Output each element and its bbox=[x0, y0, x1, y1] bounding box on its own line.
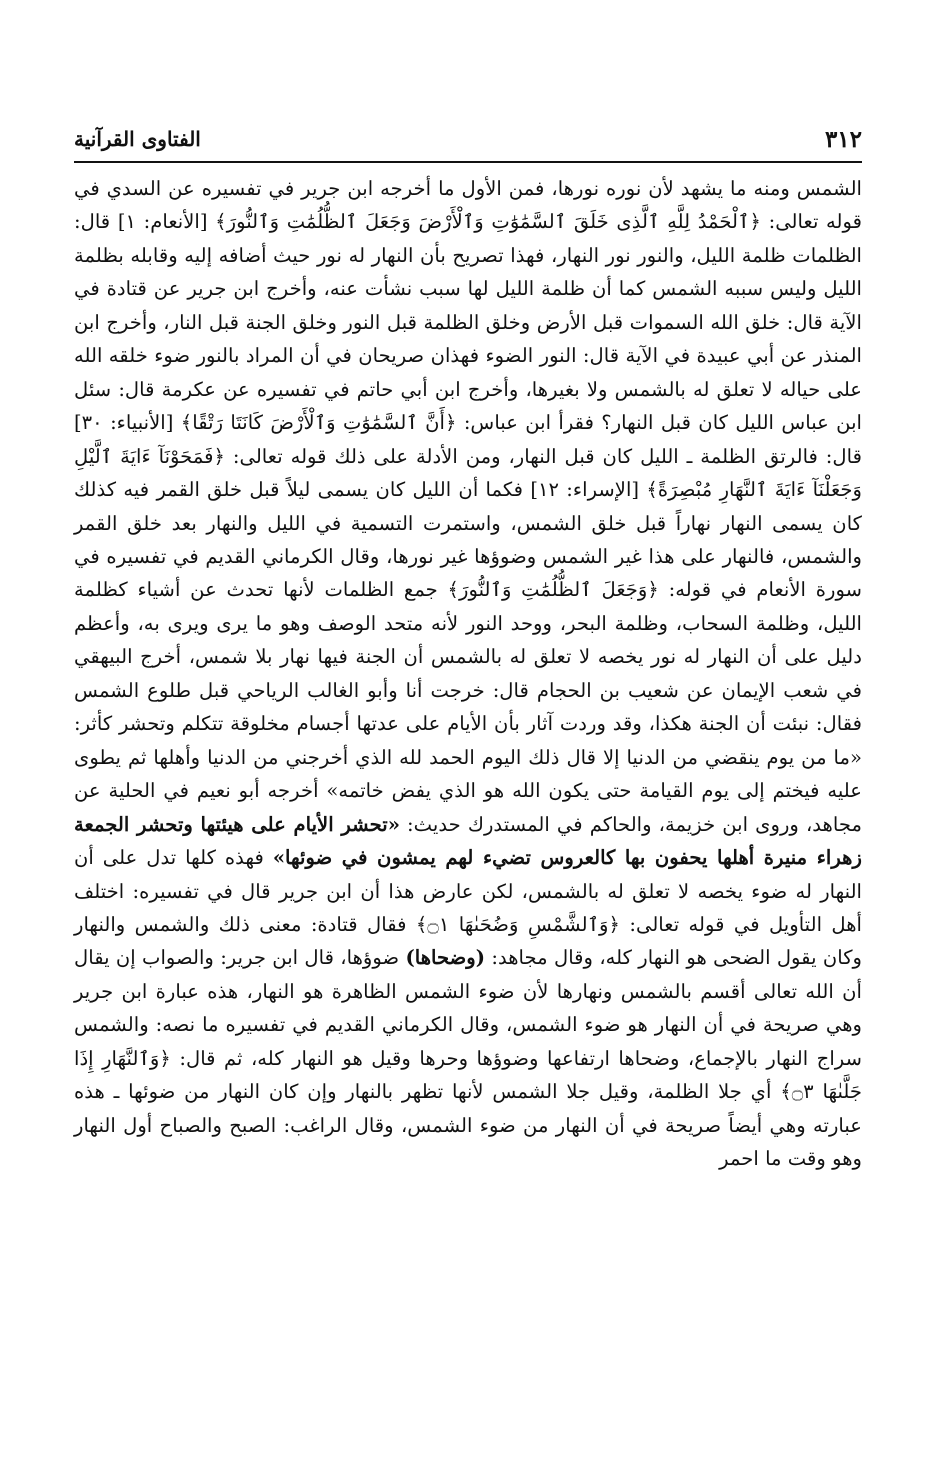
main-text bbox=[74, 172, 862, 1176]
text-segment: [الإسراء: ١٢] فكما أن الليل كان يسمى ليلاً قبل خلق القمر فيه كذلك كان يسمى النهار نهاراً قبل خلق الشمس، واستمرت التسمية في الليل والنهار بعد خلق القمر والشمس، فالنهار على هذا غير الشمس وضوؤها غير نورها، وقال الكرماني القديم في تفسيره في سورة الأنعام في قوله: bbox=[74, 478, 862, 602]
quran-verse: ﴿وَٱلشَّمْسِ وَضُحَىٰهَا ۝١﴾ bbox=[415, 912, 621, 936]
quran-verse: ﴿وَٱلنَّهَارِ إِذَا جَلَّىٰهَا ۝٣﴾ bbox=[74, 1046, 862, 1104]
text-segment: فقال قتادة: معنى ذلك والشمس والنهار وكان يقول الضحى هو النهار كله، وقال مجاهد: bbox=[74, 912, 863, 970]
text-segment: [الأنبياء: ٣٠] قال: فالرتق الظلمة ـ الليل كان قبل النهار، ومن الأدلة على ذلك قوله تعالى: bbox=[74, 411, 862, 468]
bold-term: (وضحاها) bbox=[405, 946, 486, 970]
text-segment: جمع الظلمات لأنها تحدث عن أشياء كظلمة الليل، وظلمة السحاب، وظلمة البحر، ووحد النور لأنه متحد الوصف وهو ما يرى ويرى به، وأعظم دليل على أن النهار له نور يخصه لا تعلق له بالشمس أن الجنة فيها نهار بلا شمس، أخرج البيهقي في شعب الإيمان عن شعيب بن الحجام قال: خرجت أنا وأبو الغالب الرياحي قبل طلوع الشمس فقال: نبئت أن الجنة هكذا، وقد وردت آثار بأن الأيام على عدتها أجسام مخلوقة تتكلم وتحشر كأثر: «ما من يوم ينقضي من الدنيا إلا قال ذلك اليوم الحمد لله الذي أخرجني من الدنيا وأهلها ثم يطوى عليه فيختم إلى يوم القيامة حتى يكون الله هو الذي يفض خاتمه» أخرجه أبو نعيم في الحلية عن مجاهد، وروى ابن خزيمة، والحاكم في المستدرك حديث: bbox=[74, 578, 863, 836]
page-number: ٣١٢ bbox=[824, 125, 862, 153]
quran-verse: ﴿أَنَّ ٱلسَّمَٰوَٰتِ وَٱلْأَرْضَ كَانَتَا رَتْقًا﴾ bbox=[180, 411, 457, 435]
quran-verse: ﴿فَمَحَوْنَآ ءَايَةَ ٱلَّيْلِ وَجَعَلْنَآ ءَايَةَ ٱلنَّهَارِ مُبْصِرَةً﴾ bbox=[74, 444, 862, 502]
text-segment: أي جلا الظلمة، وقيل جلا الشمس لأنها تظهر بالنهار وإن كان النهار من ضوئها ـ هذه عبارته وهي أيضاً صريحة في أن النهار من ضوء الشمس، وقال الراغب: الصبح والصباح أول النهار وهو وقت ما احمر bbox=[74, 1080, 862, 1171]
header-divider bbox=[74, 161, 862, 163]
text-segment: ضوؤها، قال ابن جرير: والصواب إن يقال أن الله تعالى أقسم بالشمس ونهارها لأن ضوء الشمس الظاهرة هو النهار، هذه عبارة ابن جرير وهي صريحة في أن النهار هو ضوء الشمس، وقال الكرماني القديم في تفسيره ما نصه: والشمس سراج النهار بالإجماع، وضحاها ارتفاعها وضوؤها وحرها وقيل هو النهار كله، ثم قال: bbox=[74, 946, 862, 1070]
text-segment: فهذه كلها تدل على أن النهار له ضوء يخصه لا تعلق له بالشمس، لكن عارض هذا أن ابن جرير قال في تفسيره: اختلف أهل التأويل في قوله تعالى: bbox=[74, 846, 863, 936]
running-title: الفتاوى القرآنية bbox=[74, 127, 201, 151]
hadith-quote: «تحشر الأيام على هيئتها وتحشر الجمعة زهراء منيرة أهلها يحفون بها كالعروس تضيء لهم يمشون في ضوئها» bbox=[74, 812, 862, 870]
page-header bbox=[74, 121, 862, 157]
quran-verse: ﴿وَجَعَلَ ٱلظُّلُمَٰتِ وَٱلنُّورَ﴾ bbox=[447, 578, 659, 602]
text-segment: [الأنعام: ١] قال: الظلمات ظلمة الليل، والنور نور النهار، فهذا تصريح بأن النهار له نور حيث أضافه إليه وقابله بظلمة الليل وليس سببه الشمس كما أن ظلمة الليل لها سبب نشأت عنه، وأخرج ابن جرير عن قتادة في الآية قال: خلق الله السموات قبل الأرض وخلق الظلمة قبل النور وخلق الجنة قبل النار، وأخرج ابن المنذر عن أبي عبيدة في الآية قال: النور الضوء فهذان صريحان في أن المراد بالنور ضوء خلقه الله على حياله لا تعلق له بالشمس ولا بغيرها، وأخرج ابن أبي حاتم في تفسيره عن عكرمة قال: سئل ابن عباس الليل كان قبل النهار؟ فقرأ ابن عباس: bbox=[74, 210, 862, 435]
quran-verse: ﴿ٱلْحَمْدُ لِلَّهِ ٱلَّذِى خَلَقَ ٱلسَّمَٰوَٰتِ وَٱلْأَرْضَ وَجَعَلَ ٱلظُّلُمَٰتِ وَٱلنُّورَ﴾ bbox=[215, 210, 761, 234]
text-segment: الشمس ومنه ما يشهد لأن نوره نورها، فمن الأول ما أخرجه ابن جرير في تفسيره عن السدي في قوله تعالى: bbox=[74, 177, 863, 234]
